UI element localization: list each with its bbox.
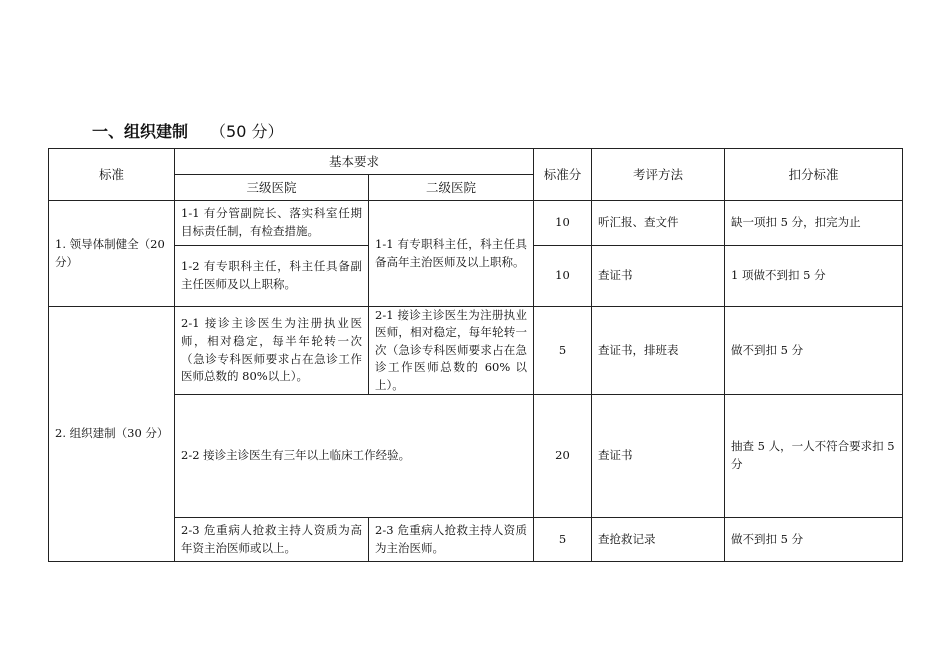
- deduction-1-1: 缺一项扣 5 分，扣完为止: [724, 200, 903, 246]
- method-1-1: 听汇报、查文件: [591, 200, 725, 246]
- evaluation-table: [48, 148, 903, 562]
- points-2-2: 20: [533, 394, 592, 518]
- header-level3-hospital: 三级医院: [174, 174, 369, 201]
- method-2-1: 查证书，排班表: [591, 306, 725, 395]
- deduction-2-3: 做不到扣 5 分: [724, 517, 903, 562]
- header-level2-hospital: 二级医院: [368, 174, 534, 201]
- deduction-2-2: 抽查 5 人，一人不符合要求扣 5 分: [724, 394, 903, 518]
- header-method: 考评方法: [591, 148, 725, 201]
- section-score: （50 分）: [210, 122, 284, 141]
- requirement-level2-1-1: 1-1 有专职科主任，科主任具备高年主治医师及以上职称。: [368, 200, 534, 307]
- section-heading: [92, 120, 283, 144]
- header-basic-requirements: 基本要求: [174, 148, 534, 175]
- section-title: 一、组织建制: [92, 122, 189, 141]
- requirement-level2-2-3: 2-3 危重病人抢救主持人资质为主治医师。: [368, 517, 534, 562]
- deduction-1-2: 1 项做不到扣 5 分: [724, 245, 903, 307]
- header-standard: 标准: [48, 148, 175, 201]
- requirement-level3-1-1: 1-1 有分管副院长、落实科室任期目标责任制，有检查措施。: [174, 200, 369, 246]
- requirement-level3-2-3: 2-3 危重病人抢救主持人资质为高年资主治医师或以上。: [174, 517, 369, 562]
- deduction-2-1: 做不到扣 5 分: [724, 306, 903, 395]
- method-2-2: 查证书: [591, 394, 725, 518]
- points-1-2: 10: [533, 245, 592, 307]
- points-2-1: 5: [533, 306, 592, 395]
- group-label-leadership: 1. 领导体制健全（20 分）: [48, 200, 175, 307]
- group-label-organization: 2. 组织建制（30 分）: [48, 306, 175, 562]
- requirement-merged-2-2: 2-2 接诊主诊医生有三年以上临床工作经验。: [174, 394, 534, 518]
- header-points: 标准分: [533, 148, 592, 201]
- method-1-2: 查证书: [591, 245, 725, 307]
- points-2-3: 5: [533, 517, 592, 562]
- requirement-level3-2-1: 2-1 接诊主诊医生为注册执业医师，相对稳定，每半年轮转一次（急诊专科医师要求占在急诊工作医师总数的 80%以上）。: [174, 306, 369, 395]
- points-1-1: 10: [533, 200, 592, 246]
- method-2-3: 查抢救记录: [591, 517, 725, 562]
- requirement-level3-1-2: 1-2 有专职科主任，科主任具备副主任医师及以上职称。: [174, 245, 369, 307]
- requirement-level2-2-1: 2-1 接诊主诊医生为注册执业医师，相对稳定，每年轮转一次（急诊专科医师要求占在急诊工作医师总数的 60% 以上）。: [368, 306, 534, 395]
- header-deduction: 扣分标准: [724, 148, 903, 201]
